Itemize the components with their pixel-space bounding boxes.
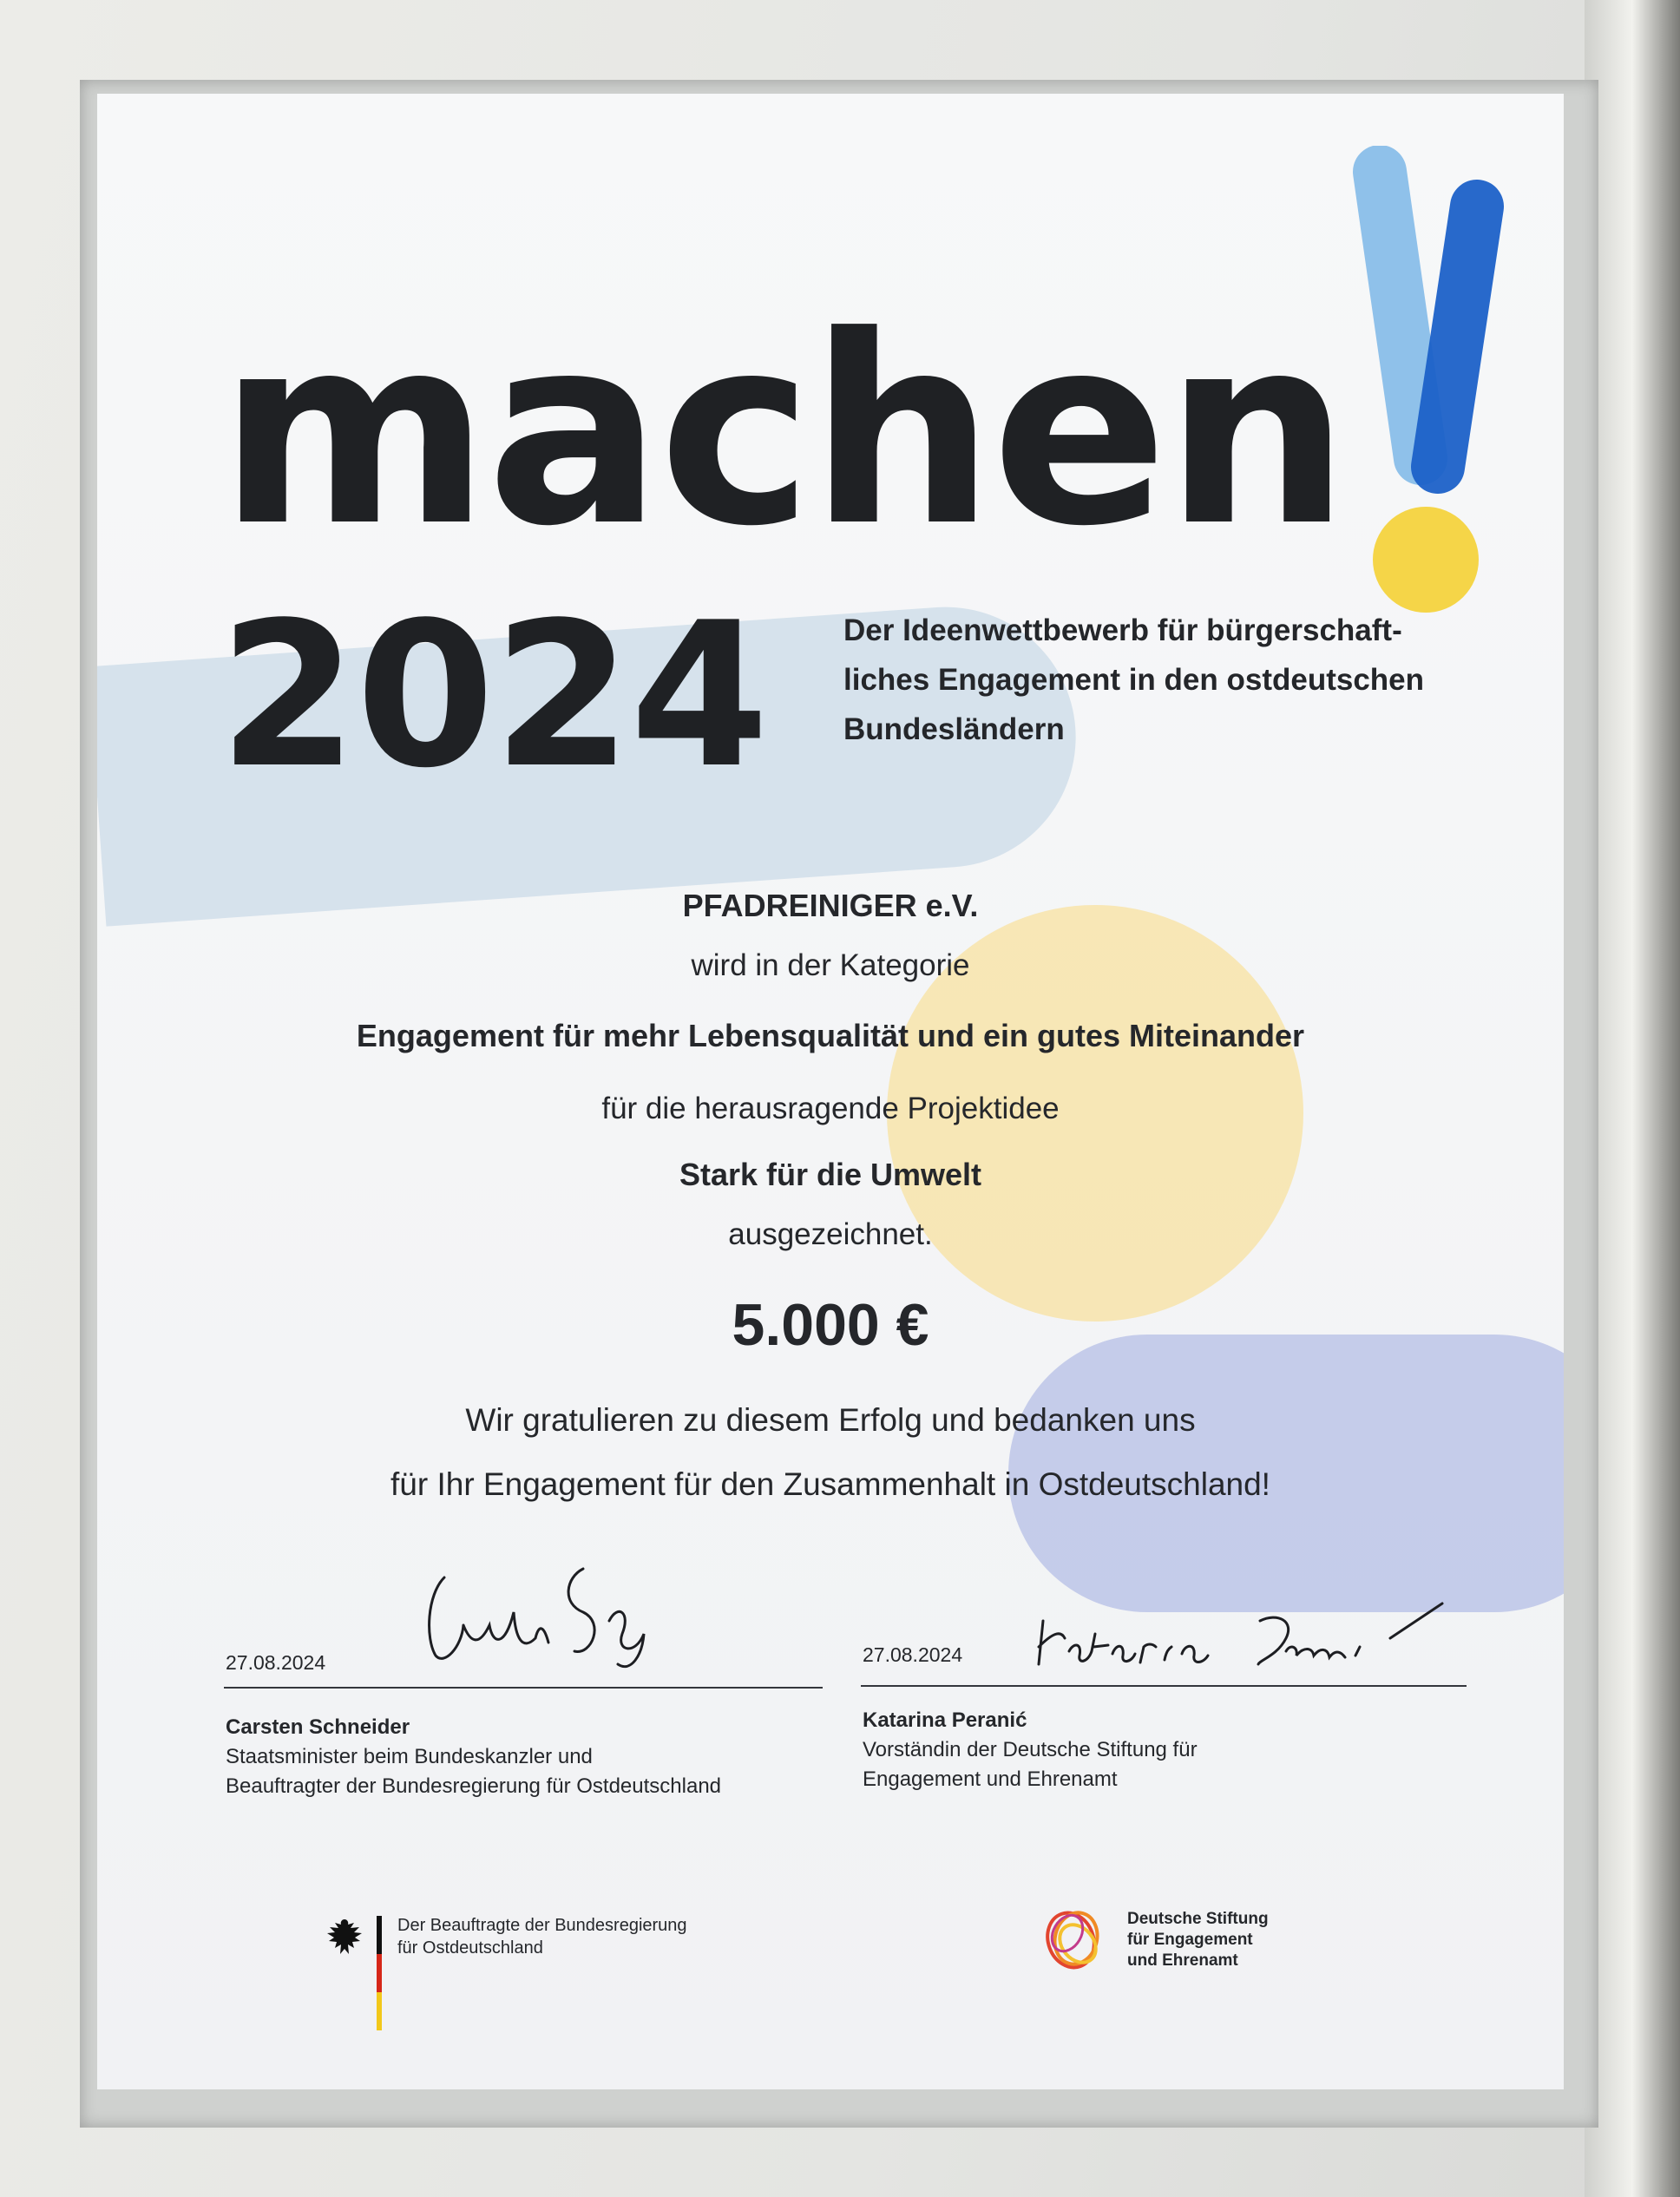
footer-left-text (397, 1914, 687, 1959)
tagline-line: liches Engagement in den ostdeutschen (843, 663, 1425, 697)
thanks-line: für Ihr Engagement für den Zusammenhalt in Ostdeutschland! (390, 1466, 1270, 1502)
signer-role: Vorständin der Deutsche Stiftung für (863, 1738, 1198, 1761)
signer-role: Staatsminister beim Bundeskanzler und (226, 1745, 593, 1768)
handwritten-signature-2 (1026, 1586, 1460, 1682)
flag-bar (377, 1916, 382, 2030)
foundation-logo-icon (1034, 1899, 1112, 1977)
logo-year: 2024 (219, 580, 768, 812)
footer-right-line: und Ehrenamt (1127, 1951, 1238, 1970)
footer-right-text (1127, 1909, 1269, 1971)
organization-name: PFADREINIGER e.V. (682, 888, 979, 923)
project-intro: für die herausragende Projektidee (601, 1092, 1060, 1125)
prize-amount: 5.000 € (732, 1292, 929, 1358)
tagline-line: Bundesländern (843, 712, 1065, 746)
frame-side-edge (1585, 0, 1680, 2197)
tagline (843, 606, 1468, 754)
certificate-paper (97, 94, 1564, 2089)
signature-line (224, 1687, 823, 1689)
footer-left-line: Der Beauftragte der Bundesregierung (397, 1916, 687, 1935)
handwritten-signature-1 (410, 1543, 722, 1673)
thanks-line: Wir gratulieren zu diesem Erfolg und bedanken uns (465, 1402, 1196, 1438)
signature-line (861, 1685, 1467, 1687)
category-name: Engagement für mehr Lebensqualität und ein gutes Miteinander (356, 1018, 1305, 1053)
exclamation-mark-icon (1303, 146, 1546, 632)
signer-role: Engagement und Ehrenamt (863, 1767, 1118, 1791)
logo-word: machen (219, 280, 1347, 583)
signer-name: Carsten Schneider (226, 1715, 410, 1739)
tagline-line: Der Ideenwettbewerb für bürgerschaft- (843, 613, 1402, 647)
project-name: Stark für die Umwelt (679, 1157, 982, 1192)
federal-eagle-icon (323, 1916, 366, 1959)
award-text: ausgezeichnet. (728, 1217, 933, 1251)
signer-name: Katarina Peranić (863, 1708, 1027, 1732)
footer-right-line: Deutsche Stiftung (1127, 1910, 1269, 1928)
footer-right-line: für Engagement (1127, 1931, 1253, 1949)
category-intro: wird in der Kategorie (691, 948, 970, 982)
signer-role: Beauftragter der Bundesregierung für Ostdeutschland (226, 1774, 722, 1798)
signature-date: 27.08.2024 (226, 1651, 326, 1674)
signer-block (226, 1713, 721, 1801)
signature-date: 27.08.2024 (863, 1643, 963, 1666)
signer-block (863, 1706, 1198, 1794)
footer-left-line: für Ostdeutschland (397, 1938, 543, 1958)
